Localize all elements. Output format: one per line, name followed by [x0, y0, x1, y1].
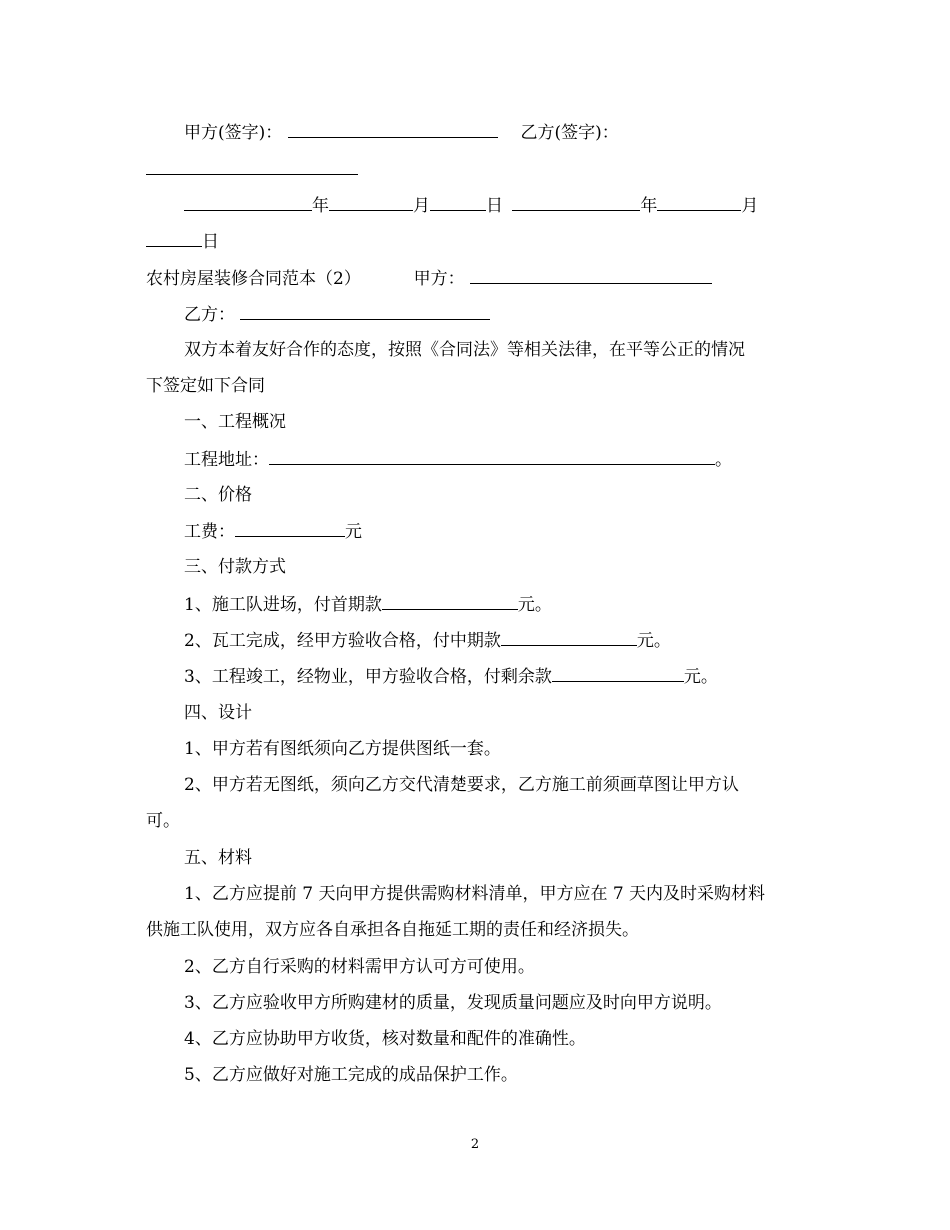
signature-line — [184, 121, 844, 144]
fee-blank — [235, 520, 345, 537]
address-label: 工程地址： — [184, 450, 269, 470]
material-item-4: 4、乙方应协助甲方收货，核对数量和配件的准确性。 — [184, 1029, 586, 1049]
payment-item-1: 1、施工队进场，付首期款 元。 — [184, 595, 552, 615]
intro-line-2: 下签定如下合同 — [146, 376, 265, 396]
party-a-sign-blank — [288, 121, 498, 138]
party-a-sign-label: 甲方(签字)： — [184, 123, 283, 143]
section-2-title: 二、价格 — [184, 485, 252, 505]
day-label: 日 — [202, 232, 219, 252]
payment-item-3: 3、工程竣工，经物业，甲方验收合格，付剩余款 元。 — [184, 667, 718, 687]
section-3-title: 三、付款方式 — [184, 557, 286, 577]
material-item-3: 3、乙方应验收甲方所购建材的质量，发现质量问题应及时向甲方说明。 — [184, 993, 722, 1013]
design-item-1: 1、甲方若有图纸须向乙方提供图纸一套。 — [184, 739, 501, 759]
section-1-title: 一、工程概况 — [184, 412, 286, 432]
year-label: 年 — [312, 196, 329, 216]
section-5-title: 五、材料 — [184, 848, 252, 868]
section-4-title: 四、设计 — [184, 703, 252, 723]
contract-title: 农村房屋装修合同范本（2） — [146, 269, 361, 289]
design-item-2-line-1: 2、甲方若无图纸，须向乙方交代清楚要求，乙方施工前须画草图让甲方认 — [184, 775, 739, 795]
address-line: 工程地址： 。 — [184, 450, 732, 470]
material-item-2: 2、乙方自行采购的材料需甲方认可方可使用。 — [184, 957, 535, 977]
contract-title-line — [146, 267, 806, 290]
date-line-cont — [146, 230, 806, 253]
party-b-sign-label: 乙方(签字)： — [520, 123, 619, 143]
date-line — [184, 194, 844, 217]
party-b-line — [184, 303, 844, 326]
party-a-label: 甲方： — [413, 269, 465, 289]
party-b-sign-line — [146, 158, 806, 181]
party-b-blank — [240, 303, 490, 320]
party-b-label: 乙方： — [184, 305, 235, 325]
year-label: 年 — [640, 196, 658, 216]
material-item-1-line-2: 供施工队使用，双方应各自承担各自拖延工期的责任和经济损失。 — [146, 920, 639, 940]
intro-line-1: 双方本着友好合作的态度，按照《合同法》等相关法律，在平等公正的情况 — [184, 340, 745, 360]
fee-line: 工费： 元 — [184, 522, 362, 542]
day-label: 日 — [486, 196, 503, 216]
page-number: 2 — [470, 1137, 480, 1152]
payment-item-2: 2、瓦工完成，经甲方验收合格，付中期款 元。 — [184, 631, 671, 651]
month-label: 月 — [741, 196, 759, 216]
fee-label: 工费： — [184, 522, 235, 542]
material-item-5: 5、乙方应做好对施工完成的成品保护工作。 — [184, 1065, 518, 1085]
address-blank — [269, 448, 715, 465]
design-item-2-line-2: 可。 — [146, 811, 180, 831]
party-b-sign-blank — [146, 158, 358, 175]
material-item-1-line-1: 1、乙方应提前 7 天向甲方提供需购材料清单，甲方应在 7 天内及时采购材料 — [184, 884, 766, 904]
party-a-blank — [470, 267, 712, 284]
month-label: 月 — [413, 196, 430, 216]
